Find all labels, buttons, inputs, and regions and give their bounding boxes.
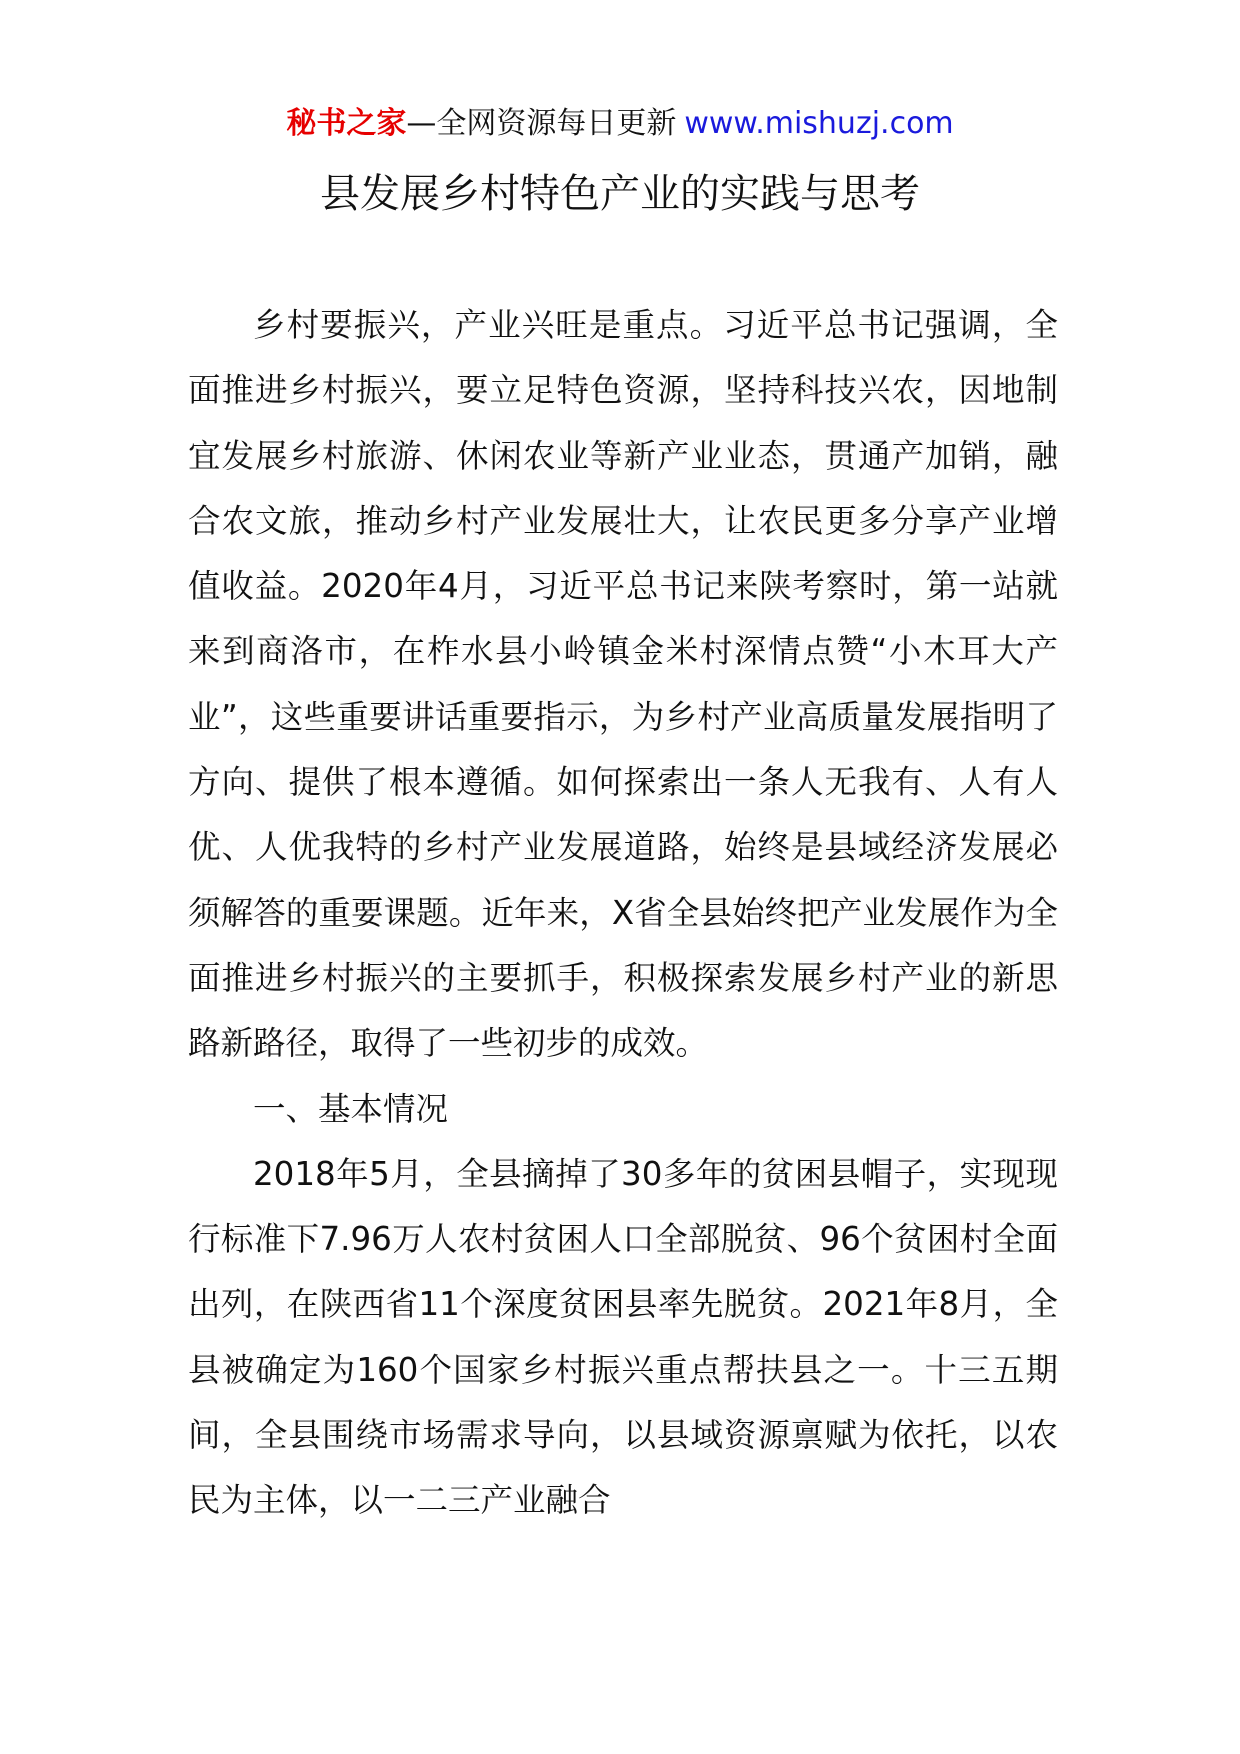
header-tagline: —全网资源每日更新 (406, 106, 677, 141)
document-title: 县发展乡村特色产业的实践与思考 (320, 171, 920, 217)
site-header (0, 104, 1240, 144)
website-url: www.mishuzj.com (684, 106, 954, 141)
body-paragraph: 2018年5月，全县摘掉了30多年的贫困县帽子，实现现行标准下7.96万人农村贫困人口全部脱贫、96个贫困村全面出列，在陕西省11个深度贫困县率先脱贫。2021年8月，全县被确定为160个国家乡村振兴重点帮扶县之一。十三五期间，全县围绕市场需求导向，以县域资源禀赋为依托，以农民为主体，以一二三产业融合 (188, 1154, 1058, 1520)
document-body (188, 293, 1058, 1534)
brand-name: 秘书之家 (286, 106, 407, 141)
section-heading: 一、基本情况 (253, 1089, 449, 1128)
intro-paragraph: 乡村要振兴，产业兴旺是重点。习近平总书记强调，全面推进乡村振兴，要立足特色资源，坚持科技兴农，因地制宜发展乡村旅游、休闲农业等新产业业态，贯通产加销，融合农文旅，推动乡村产业发展壮大，让农民更多分享产业增值收益。2020年4月，习近平总书记来陕考察时，第一站就来到商洛市，在柞水县小岭镇金米村深情点赞“小木耳大产业”，这些重要讲话重要指示，为乡村产业高质量发展指明了方向、提供了根本遵循。如何探索出一条人无我有、人有人优、人优我特的乡村产业发展道路，始终是县域经济发展必须解答的重要课题。近年来，X省全县始终把产业发展作为全面推进乡村振兴的主要抓手，积极探索发展乡村产业的新思路新路径，取得了一些初步的成效。 (188, 306, 1058, 1063)
